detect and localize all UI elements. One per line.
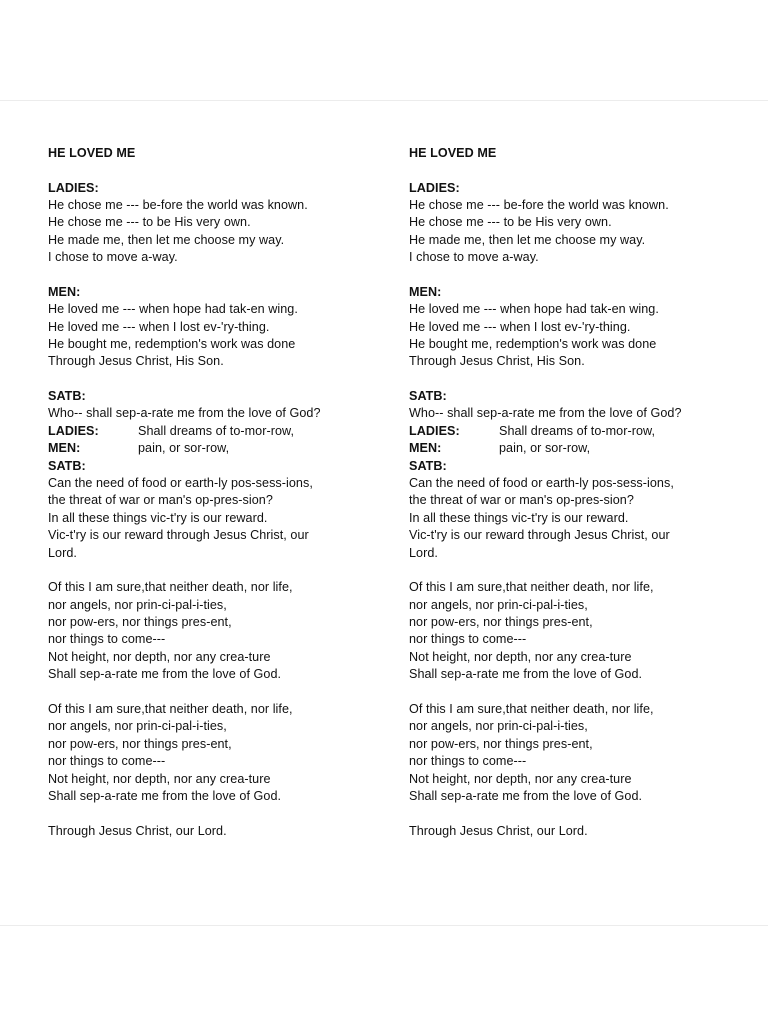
- lyric-line: Who-- shall sep-a-rate me from the love of God?: [409, 406, 682, 421]
- lyric-line: In all these things vic-t'ry is our reward.: [48, 510, 268, 525]
- lyric-line: He loved me --- when I lost ev-'ry-thing.: [48, 319, 270, 334]
- lyric-line: Not height, nor depth, nor any crea-ture: [48, 649, 271, 664]
- spacer: [409, 805, 739, 822]
- lyric-line: Of this I am sure,that neither death, nor life,: [48, 701, 293, 716]
- lyric-line: nor angels, nor prin-ci-pal-i-ties,: [48, 597, 227, 612]
- lyric-line: Vic-t'ry is our reward through Jesus Christ, our: [48, 528, 309, 543]
- satb-label: SATB:: [48, 458, 86, 473]
- lyric-line: In all these things vic-t'ry is our reward.: [409, 510, 629, 525]
- men-echo-row: [409, 440, 739, 457]
- lyric-line: He loved me --- when I lost ev-'ry-thing.: [409, 319, 631, 334]
- lyric-line: nor things to come---: [409, 754, 527, 769]
- lyric-line: He loved me --- when hope had tak-en wing.: [409, 302, 659, 317]
- men-heading: MEN:: [48, 284, 81, 299]
- lyric-line: Who-- shall sep-a-rate me from the love of God?: [48, 406, 321, 421]
- closing-line: Through Jesus Christ, our Lord.: [409, 823, 588, 838]
- men-label: MEN:: [48, 441, 81, 456]
- lyric-line: Can the need of food or earth-ly pos-sess-ions,: [48, 476, 313, 491]
- lyric-line: Of this I am sure,that neither death, nor life,: [48, 580, 293, 595]
- lyric-line: Of this I am sure,that neither death, nor life,: [409, 701, 654, 716]
- lyric-line: Of this I am sure,that neither death, nor life,: [409, 580, 654, 595]
- lyric-line: Not height, nor depth, nor any crea-ture: [409, 771, 632, 786]
- ladies-label: LADIES:: [409, 423, 460, 438]
- lyric-line: He made me, then let me choose my way.: [48, 232, 285, 247]
- men-heading: MEN:: [409, 284, 442, 299]
- lyric-line: I chose to move a-way.: [409, 250, 539, 265]
- ladies-label: LADIES:: [48, 423, 99, 438]
- lyric-line: Lord.: [48, 545, 77, 560]
- spacer: [409, 371, 739, 388]
- spacer: [409, 684, 739, 701]
- lyric-line: nor pow-ers, nor things pres-ent,: [409, 736, 593, 751]
- lyric-line: Shall dreams of to-mor-row,: [138, 423, 295, 438]
- satb-label: SATB:: [409, 458, 447, 473]
- ladies-heading: LADIES:: [409, 180, 460, 195]
- song-title: HE LOVED ME: [409, 146, 497, 160]
- lyric-line: He chose me --- be-fore the world was known.: [409, 198, 669, 212]
- lyric-line: Shall sep-a-rate me from the love of God.: [409, 788, 643, 803]
- spacer: [48, 562, 378, 579]
- lyric-line: Can the need of food or earth-ly pos-sess-ions,: [409, 476, 674, 491]
- lyric-line: nor things to come---: [48, 632, 166, 647]
- spacer: [409, 562, 739, 579]
- lyric-line: Through Jesus Christ, His Son.: [409, 354, 585, 369]
- lyric-line: nor things to come---: [48, 754, 166, 769]
- lyric-line: He bought me, redemption's work was done: [409, 337, 657, 352]
- lyrics-column-left: [48, 145, 378, 840]
- men-echo-row: [48, 440, 378, 457]
- document-page: [0, 100, 768, 926]
- lyric-line: pain, or sor-row,: [138, 441, 230, 456]
- lyric-line: the threat of war or man's op-pres-sion?: [409, 493, 634, 508]
- lyric-line: Lord.: [409, 545, 438, 560]
- song-title: HE LOVED ME: [48, 146, 136, 160]
- lyric-line: Not height, nor depth, nor any crea-ture: [48, 771, 271, 786]
- lyric-line: Shall sep-a-rate me from the love of God.: [409, 667, 643, 682]
- lyric-line: Shall dreams of to-mor-row,: [499, 423, 656, 438]
- lyric-line: Shall sep-a-rate me from the love of God.: [48, 788, 282, 803]
- spacer: [409, 267, 739, 284]
- lyric-line: nor things to come---: [409, 632, 527, 647]
- lyric-line: the threat of war or man's op-pres-sion?: [48, 493, 273, 508]
- lyric-line: pain, or sor-row,: [499, 441, 591, 456]
- lyric-line: nor angels, nor prin-ci-pal-i-ties,: [48, 719, 227, 734]
- spacer: [48, 684, 378, 701]
- ladies-heading: LADIES:: [48, 180, 99, 195]
- lyric-line: nor angels, nor prin-ci-pal-i-ties,: [409, 719, 588, 734]
- spacer: [409, 162, 739, 179]
- ladies-echo-row: [48, 423, 378, 440]
- lyric-line: He made me, then let me choose my way.: [409, 232, 646, 247]
- men-label: MEN:: [409, 441, 442, 456]
- lyric-line: I chose to move a-way.: [48, 250, 178, 265]
- lyric-line: Shall sep-a-rate me from the love of God.: [48, 667, 282, 682]
- lyric-line: nor pow-ers, nor things pres-ent,: [48, 615, 232, 630]
- lyric-line: nor angels, nor prin-ci-pal-i-ties,: [409, 597, 588, 612]
- spacer: [48, 371, 378, 388]
- satb-heading: SATB:: [409, 389, 447, 404]
- lyric-line: Through Jesus Christ, His Son.: [48, 354, 224, 369]
- lyric-line: Vic-t'ry is our reward through Jesus Christ, our: [409, 528, 670, 543]
- lyrics-column-right: [409, 145, 739, 840]
- lyric-line: nor pow-ers, nor things pres-ent,: [48, 736, 232, 751]
- ladies-echo-row: [409, 423, 739, 440]
- lyric-line: He bought me, redemption's work was done: [48, 337, 296, 352]
- lyric-line: He loved me --- when hope had tak-en wing.: [48, 302, 298, 317]
- lyric-line: Not height, nor depth, nor any crea-ture: [409, 649, 632, 664]
- lyric-line: He chose me --- be-fore the world was known.: [48, 198, 308, 212]
- lyric-line: He chose me --- to be His very own.: [409, 215, 612, 230]
- spacer: [48, 805, 378, 822]
- satb-heading: SATB:: [48, 389, 86, 404]
- spacer: [48, 267, 378, 284]
- lyric-line: He chose me --- to be His very own.: [48, 215, 251, 230]
- closing-line: Through Jesus Christ, our Lord.: [48, 823, 227, 838]
- spacer: [48, 162, 378, 179]
- lyric-line: nor pow-ers, nor things pres-ent,: [409, 615, 593, 630]
